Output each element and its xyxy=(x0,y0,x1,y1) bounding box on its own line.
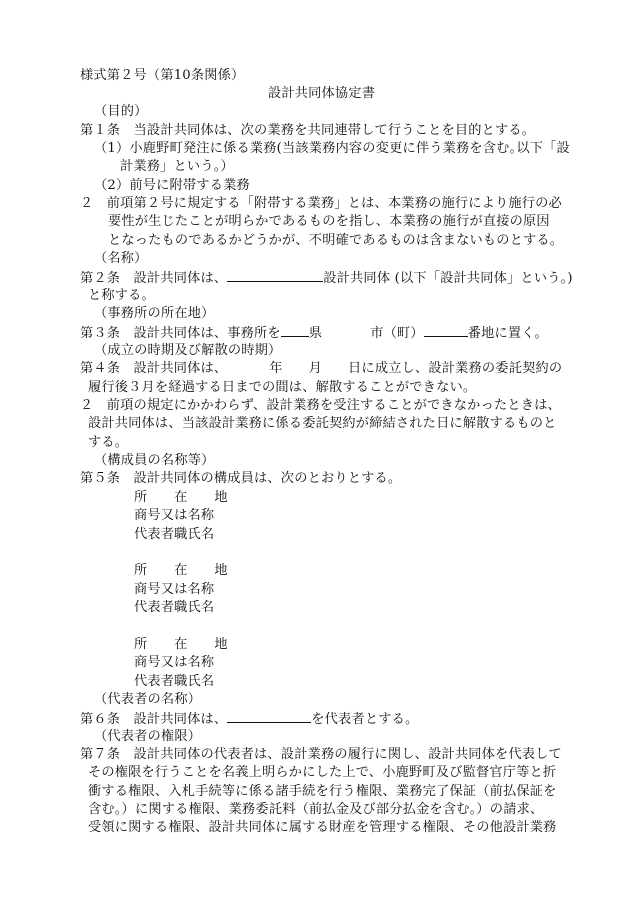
article-2-cont: と称する。 xyxy=(88,288,155,303)
member-2-address-label: 所 在 地 xyxy=(134,563,228,578)
article-1-item-2: （2）前号に附帯する業務 xyxy=(94,178,250,193)
article-6-tail: を代表者とする。 xyxy=(311,712,419,727)
article-1-para-2: ２ 前項第２号に規定する「附帯する業務」とは、本業務の施行により施行の必 xyxy=(80,196,562,211)
member-1-address-label: 所 在 地 xyxy=(134,490,228,505)
article-4-para-2-cont-1: 設計共同体は、当該設計業務に係る委託契約が締結された日に解散するものと xyxy=(88,416,557,431)
article-1-item-1: （1）小鹿野町発注に係る業務(当該業務内容の変更に伴う業務を含む｡以下「設 xyxy=(94,141,570,156)
article-4-month: 月 xyxy=(308,361,323,376)
article-4 xyxy=(80,361,562,377)
member-3-address-label: 所 在 地 xyxy=(134,637,228,652)
form-label: 様式第２号（第10条関係） xyxy=(80,68,245,83)
article-7-cont-4: 受領に関する権限、設計共同体に属する財産を管理する権限、その他設計業務 xyxy=(88,820,557,835)
member-2-company-label: 商号又は名称 xyxy=(134,582,215,597)
member-1-company-label: 商号又は名称 xyxy=(134,508,215,523)
article-4-para-2: ２ 前項の規定にかかわらず、設計業務を受注することができなかったときは、 xyxy=(80,398,561,413)
article-3-city: 市（町） xyxy=(370,326,424,341)
heading-members: （構成員の名称等） xyxy=(94,453,215,468)
article-4-para-2-cont-2: する。 xyxy=(88,435,129,450)
article-4-lead: 第４条 設計共同体は、 xyxy=(80,361,228,376)
heading-office: （事務所の所在地） xyxy=(94,306,215,321)
member-1-representative-label: 代表者職氏名 xyxy=(134,527,215,542)
heading-authority: （代表者の権限） xyxy=(94,729,202,744)
article-7-cont-2: 衝する権限、入札手続等に係る諸手続を行う権限、業務完了保証（前払保証を xyxy=(88,784,557,799)
article-2 xyxy=(80,269,573,287)
representative-blank-underline xyxy=(227,710,311,723)
article-2-lead: 第２条 設計共同体は、 xyxy=(80,271,228,286)
article-3-lead: 第３条 設計共同体は、事務所を xyxy=(80,326,281,341)
article-4-year: 年 xyxy=(269,361,283,376)
article-3 xyxy=(80,324,548,342)
article-4-tail: 日に成立し、設計業務の委託契約の xyxy=(348,361,563,376)
document-title: 設計共同体協定書 xyxy=(268,86,376,101)
address-blank-underline xyxy=(424,324,468,337)
member-3-company-label: 商号又は名称 xyxy=(134,655,215,670)
member-2-representative-label: 代表者職氏名 xyxy=(134,600,215,615)
article-3-tail: 番地に置く。 xyxy=(467,326,548,341)
heading-representative: （代表者の名称） xyxy=(94,692,202,707)
article-5: 第５条 設計共同体の構成員は、次のとおりとする。 xyxy=(80,471,402,486)
prefecture-blank-underline xyxy=(281,324,309,337)
heading-purpose: （目的） xyxy=(94,104,148,119)
heading-name: （名称） xyxy=(94,251,148,266)
article-6-lead: 第６条 設計共同体は、 xyxy=(80,712,228,727)
heading-period: （成立の時期及び解散の時期） xyxy=(94,343,282,358)
member-3-representative-label: 代表者職氏名 xyxy=(134,674,215,689)
article-7-cont-1: その権限を行うことを名義上明らかにした上で、小鹿野町及び監督官庁等と折 xyxy=(88,765,557,780)
article-2-tail: 設計共同体 (以下「設計共同体」という。) xyxy=(323,271,573,286)
article-1: 第１条 当設計共同体は、次の業務を共同連帯して行うことを目的とする。 xyxy=(80,123,536,138)
article-3-prefecture: 県 xyxy=(308,326,323,341)
article-7-cont-3: 含む。）に関する権限、業務委託料（前払金及び部分払金を含む。）の請求、 xyxy=(88,802,544,817)
article-1-para-2-cont-2: となったものであるかどうかが、不明確であるものは含まないものとする。 xyxy=(108,233,564,248)
article-1-item-1-cont: 計業務」という。） xyxy=(120,159,234,174)
article-1-para-2-cont-1: 要性が生じたことが明らかであるものを指し、本業務の施行が直接の原因 xyxy=(108,214,550,229)
article-4-cont: 履行後３月を経過する日までの間は、解散することができない。 xyxy=(88,380,477,395)
article-7: 第７条 設計共同体の代表者は、設計業務の履行に関し、設計共同体を代表して xyxy=(80,747,562,762)
name-blank-underline xyxy=(227,269,323,282)
article-6 xyxy=(80,710,418,728)
